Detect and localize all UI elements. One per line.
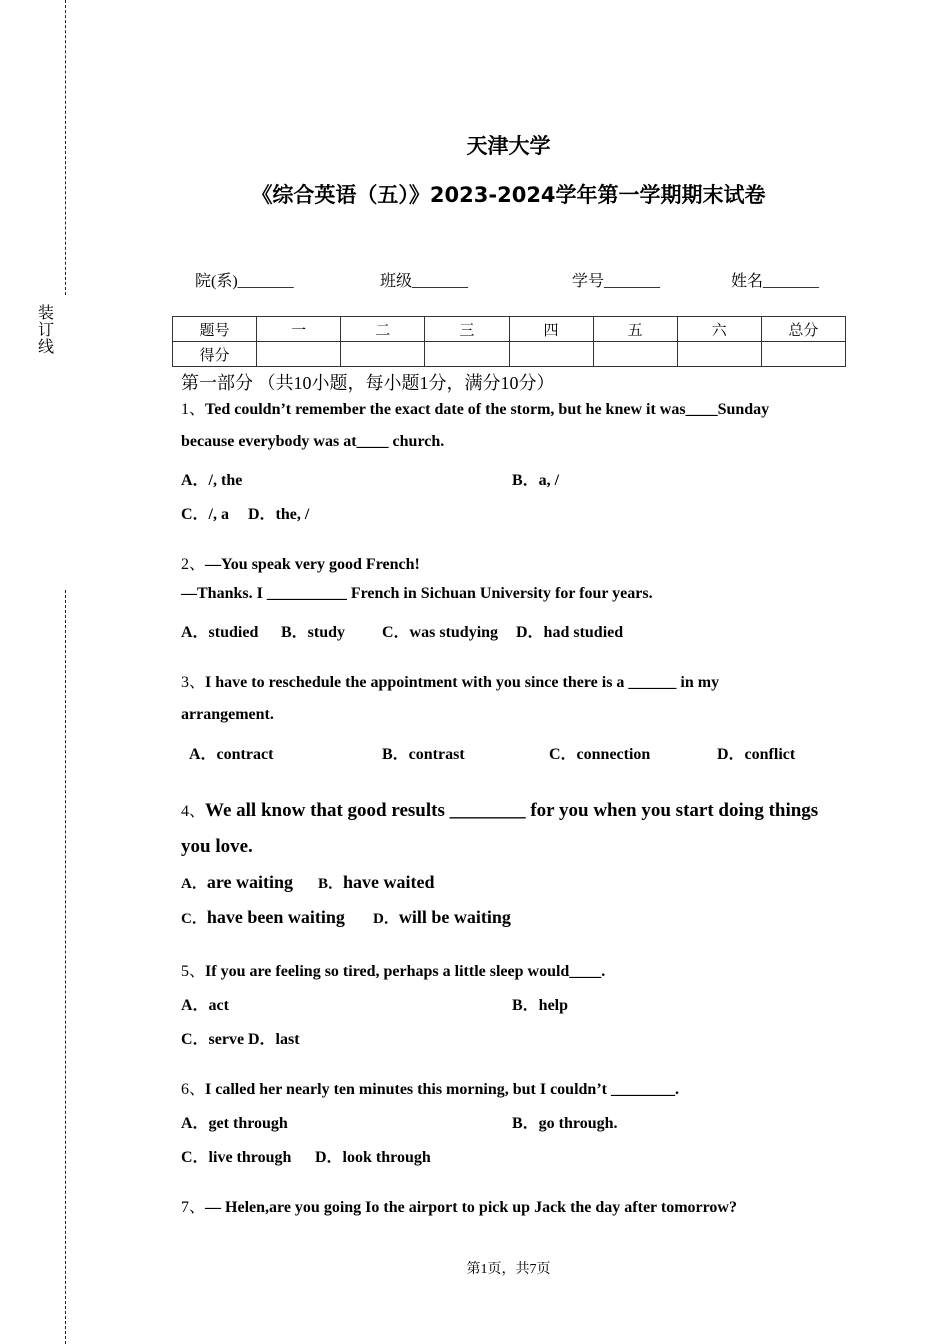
table-cell: 四 bbox=[509, 317, 593, 342]
option-a: A．act bbox=[181, 997, 229, 1014]
table-cell: 得分 bbox=[173, 342, 257, 367]
question-4-line-2: you love. bbox=[181, 836, 253, 857]
name-field: 姓名_______ bbox=[731, 273, 820, 290]
table-cell bbox=[509, 342, 593, 367]
option-d: D．conflict bbox=[717, 746, 796, 763]
score-table bbox=[172, 316, 846, 367]
question-1-line-2: because everybody was at____ church. bbox=[181, 433, 445, 450]
option-b: B．have waited bbox=[318, 872, 435, 892]
option-c: C．/, a bbox=[181, 506, 230, 523]
table-cell: 六 bbox=[677, 317, 761, 342]
question-2-line-2: —Thanks. I __________ French in Sichuan University for four years. bbox=[181, 585, 653, 602]
score-table-score-row bbox=[173, 342, 846, 367]
table-cell: 题号 bbox=[173, 317, 257, 342]
student-id-field: 学号_______ bbox=[572, 273, 661, 290]
option-a: A．/, the bbox=[181, 472, 243, 489]
option-c: C．was studying bbox=[382, 624, 499, 641]
table-cell: 五 bbox=[593, 317, 677, 342]
option-d: D．the, / bbox=[248, 506, 310, 523]
department-field: 院(系)_______ bbox=[195, 273, 294, 290]
option-b: B．a, / bbox=[512, 472, 560, 489]
binding-label: 装 订 线 bbox=[38, 305, 55, 356]
option-d: D．had studied bbox=[516, 624, 624, 641]
option-b: B．go through. bbox=[512, 1115, 618, 1132]
question-1-line-1: 1、Ted couldn’t remember the exact date of the storm, but he knew it was____Sunday bbox=[181, 401, 770, 418]
table-cell bbox=[425, 342, 509, 367]
score-table-header-row bbox=[173, 317, 846, 342]
question-4-line-1: 4、We all know that good results ________ for you when you start doing things bbox=[181, 800, 819, 821]
table-cell: 总分 bbox=[761, 317, 845, 342]
option-c: C．connection bbox=[549, 746, 651, 763]
option-b: B．contrast bbox=[382, 746, 465, 763]
option-a: A．get through bbox=[181, 1115, 288, 1132]
table-cell: 二 bbox=[341, 317, 425, 342]
question-3-line-2: arrangement. bbox=[181, 706, 274, 723]
option-d: D．will be waiting bbox=[373, 907, 511, 927]
option-c: C．have been waiting bbox=[181, 907, 345, 927]
option-c: C．live through bbox=[181, 1149, 292, 1166]
section-title: 第一部分 （共10小题，每小题1分，满分10分） bbox=[181, 373, 555, 393]
question-7-line-1: 7、— Helen,are you going Io the airport to pick up Jack the day after tomorrow? bbox=[181, 1199, 737, 1216]
question-5-line-1: 5、If you are feeling so tired, perhaps a little sleep would____. bbox=[181, 963, 606, 980]
table-cell: 三 bbox=[425, 317, 509, 342]
option-b: B．study bbox=[281, 624, 346, 641]
option-a: A．are waiting bbox=[181, 872, 294, 892]
table-cell: 一 bbox=[257, 317, 341, 342]
option-b: B．help bbox=[512, 997, 569, 1014]
table-cell bbox=[677, 342, 761, 367]
table-cell bbox=[761, 342, 845, 367]
question-2-line-1: 2、—You speak very good French! bbox=[181, 556, 420, 573]
question-6-line-1: 6、I called her nearly ten minutes this morning, but I couldn’t ________. bbox=[181, 1081, 679, 1098]
table-cell bbox=[257, 342, 341, 367]
university-title: 天津大学 bbox=[466, 134, 551, 158]
option-d: D．look through bbox=[315, 1149, 431, 1166]
option-a: A．contract bbox=[189, 746, 274, 763]
page-footer: 第1页，共7页 bbox=[466, 1262, 551, 1277]
option-a: A．studied bbox=[181, 624, 259, 641]
class-field: 班级_______ bbox=[380, 273, 469, 290]
binding-line-bottom bbox=[65, 590, 66, 1344]
exam-title: 《综合英语（五）》2023-2024学年第一学期期末试卷 bbox=[251, 183, 766, 207]
option-d: D．last bbox=[248, 1031, 300, 1048]
table-cell bbox=[593, 342, 677, 367]
table-cell bbox=[341, 342, 425, 367]
question-3-line-1: 3、I have to reschedule the appointment with you since there is a ______ in my bbox=[181, 674, 720, 691]
option-c: C．serve bbox=[181, 1031, 245, 1048]
